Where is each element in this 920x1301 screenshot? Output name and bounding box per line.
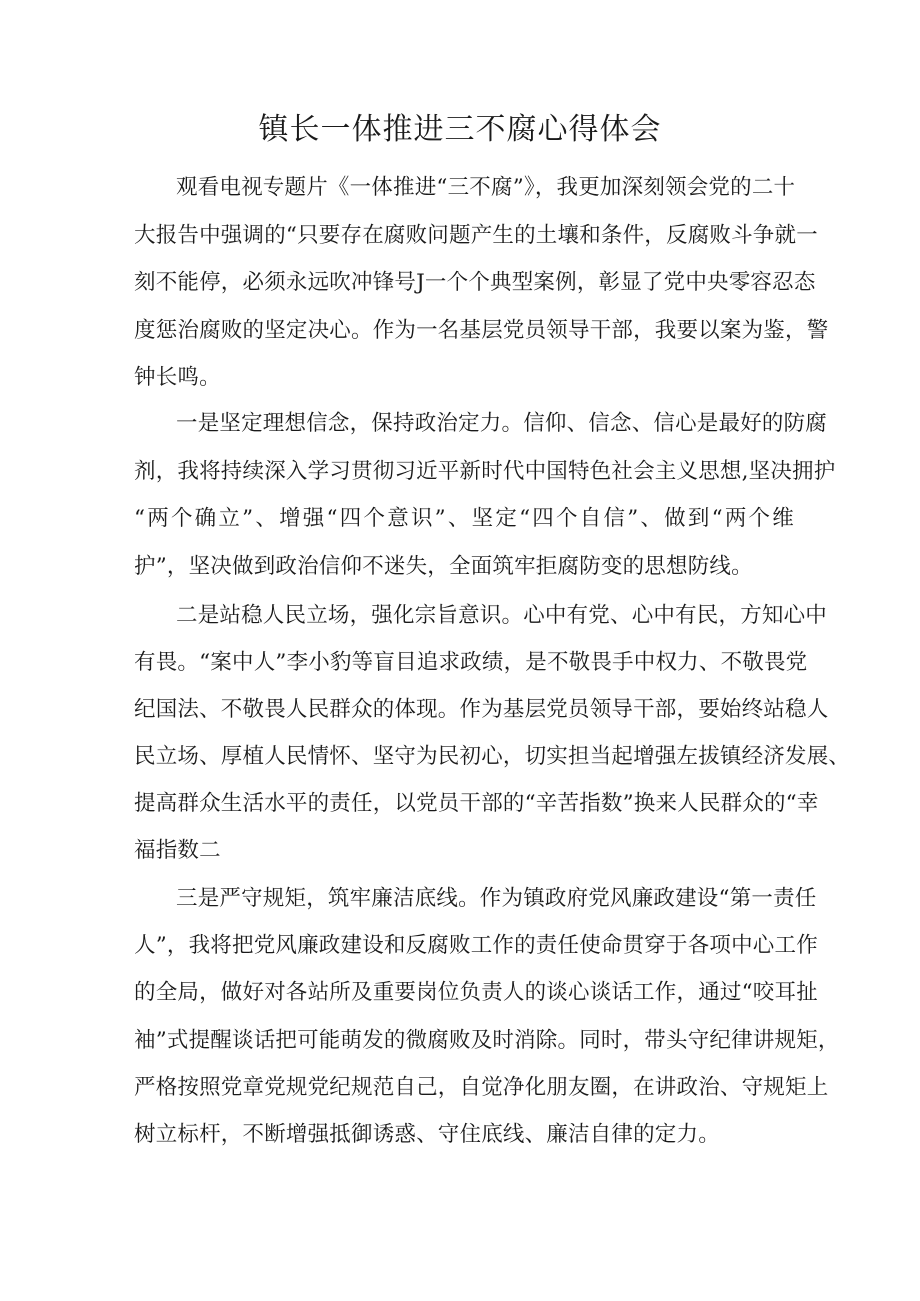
paragraph-line: 剂，我将持续深入学习贯彻习近平新时代中国特色社会主义思想,坚决拥护: [134, 459, 836, 484]
paragraph-line: 三是严守规矩，筑牢廉洁底线。作为镇政府党风廉政建设“第一责任: [176, 886, 817, 911]
paragraph-line: 的全局，做好对各站所及重要岗位负责人的谈心谈话工作，通过“咬耳扯: [134, 980, 818, 1005]
paragraph-line: 护”，坚决做到政治信仰不迷失，全面筑牢拒腐防变的思想防线。: [134, 554, 753, 579]
paragraph-line: 袖”式提醒谈话把可能萌发的微腐败及时消除。同时，带头守纪律讲规矩，: [134, 1028, 840, 1053]
paragraph-line: 人”，我将把党风廉政建设和反腐败工作的责任使命贯穿于各项中心工作: [134, 933, 818, 958]
paragraph-line: 二是站稳人民立场，强化宗旨意识。心中有党、心中有民，方知心中: [176, 603, 828, 628]
paragraph-line: 钟长鸣。: [134, 365, 221, 390]
paragraph-line: 一是坚定理想信念，保持政治定力。信仰、信念、信心是最好的防腐: [176, 411, 828, 436]
paragraph-line: 福指数二: [134, 838, 221, 863]
paragraph-line: 大报告中强调的“只要存在腐败问题产生的土壤和条件，反腐败斗争就一: [134, 223, 818, 248]
document-title: 镇长一体推进三不腐心得体会: [258, 112, 662, 147]
paragraph-line: 提高群众生活水平的责任，以党员干部的“辛苦指数”换来人民群众的“幸: [134, 791, 819, 816]
paragraph-line: 刻不能停，必须永远吹冲锋号J一个个典型案例，彰显了党中央零容忍态: [134, 270, 816, 295]
paragraph-line: 有畏。“案中人”李小豹等盲目追求政绩，是不敬畏手中权力、不敬畏党: [134, 650, 808, 675]
paragraph-line: 严格按照党章党规党纪规范自己，自觉净化朋友圈，在讲政治、守规矩上: [134, 1075, 829, 1100]
paragraph-line: “两个确立”、增强“四个意识”、坚定“四个自信”、做到“两个维: [134, 506, 794, 531]
paragraph-line: 度惩治腐败的坚定决心。作为一名基层党员领导干部，我要以案为鉴，警: [134, 318, 829, 343]
paragraph-line: 纪国法、不敬畏人民群众的体现。作为基层党员领导干部，要始终站稳人: [134, 697, 829, 722]
paragraph-line: 观看电视专题片《一体推进“三不腐”》，我更加深刻领会党的二十: [176, 175, 796, 200]
paragraph-line: 民立场、厚植人民情怀、坚守为民初心，切实担当起增强左拔镇经济发展、: [134, 744, 851, 769]
paragraph-line: 树立标杆，不断增强抵御诱惑、守住底线、廉洁自律的定力。: [134, 1122, 720, 1147]
